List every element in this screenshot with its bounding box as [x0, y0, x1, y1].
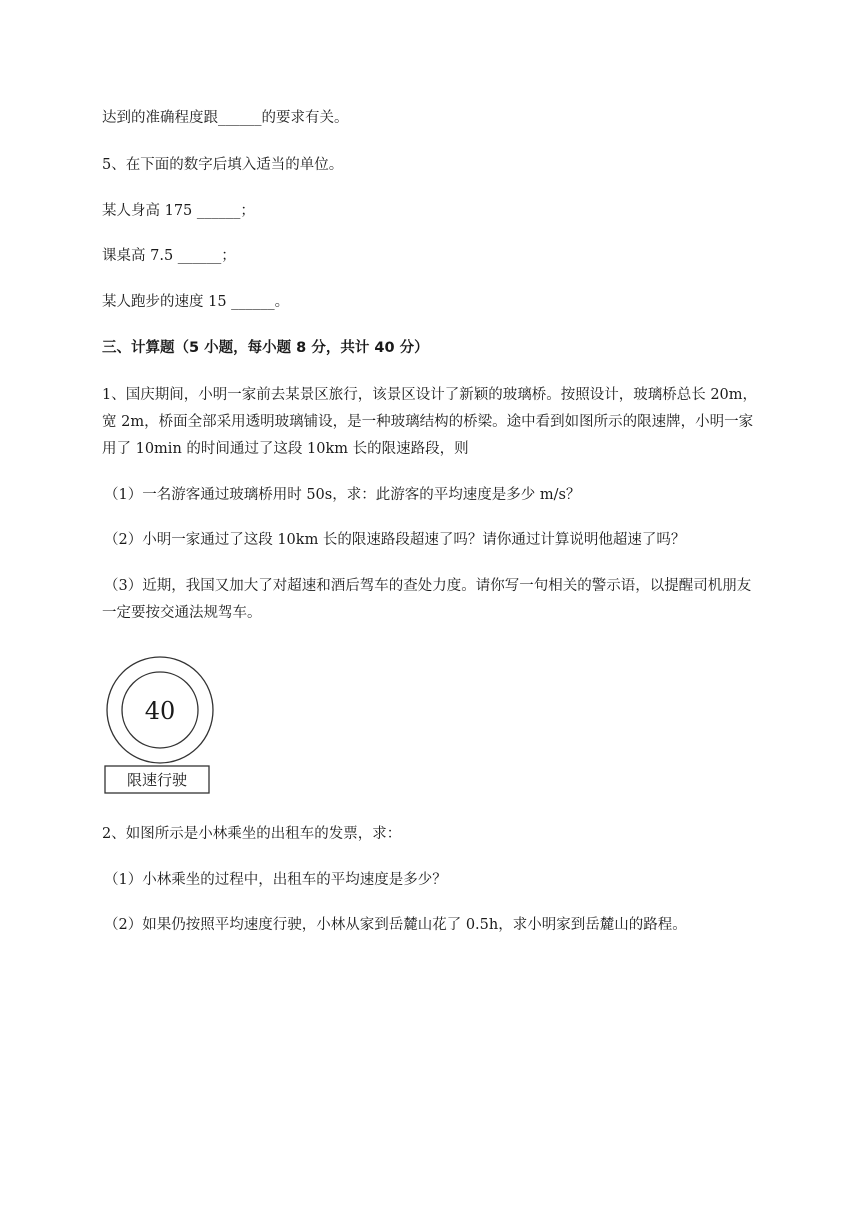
question-5-item-height: 某人身高 175 ______；	[102, 203, 255, 219]
question-2-text: 2、如图所示是小林乘坐的出租车的发票，求：	[102, 826, 402, 842]
question-1-part-3-b: 一定要按交通法规驾车。	[102, 605, 262, 621]
sign-caption: 限速行驶	[126, 771, 188, 789]
question-1-text-2: 宽 2m，桥面全部采用透明玻璃铺设，是一种玻璃结构的桥梁。途中看到如图所示的限速牌，小明一家	[102, 414, 754, 430]
question-2-part-2: （2）如果仍按照平均速度行驶，小林从家到岳麓山花了 0.5h，求小明家到岳麓山的路程。	[104, 917, 687, 933]
line-measure-accuracy: 达到的准确程度跟______的要求有关。	[102, 110, 349, 126]
question-5-item-speed: 某人跑步的速度 15 ______。	[102, 294, 290, 310]
question-5-item-desk: 课桌高 7.5 ______；	[102, 248, 236, 264]
sign-speed-number: 40	[144, 697, 176, 725]
section-heading: 三、计算题（5 小题，每小题 8 分，共计 40 分）	[102, 340, 429, 356]
question-1-part-1: （1）一名游客通过玻璃桥用时 50s，求：此游客的平均速度是多少 m/s？	[104, 487, 581, 503]
question-5-title: 5、在下面的数字后填入适当的单位。	[102, 157, 344, 173]
question-1-text-3: 用了 10min 的时间通过了这段 10km 长的限速路段，则	[102, 441, 469, 457]
question-1-part-3-a: （3）近期，我国又加大了对超速和酒后驾车的查处力度。请你写一句相关的警示语，以提醒司机朋友	[104, 578, 752, 594]
question-1-text-1: 1、国庆期间，小明一家前去某景区旅行，该景区设计了新颖的玻璃桥。按照设计，玻璃桥总长 20m，	[102, 387, 758, 403]
question-1-part-2: （2）小明一家通过了这段 10km 长的限速路段超速了吗？请你通过计算说明他超速了吗？	[104, 532, 686, 548]
speed-limit-sign	[104, 652, 216, 798]
question-2-part-1: （1）小林乘坐的过程中，出租车的平均速度是多少？	[104, 872, 447, 888]
